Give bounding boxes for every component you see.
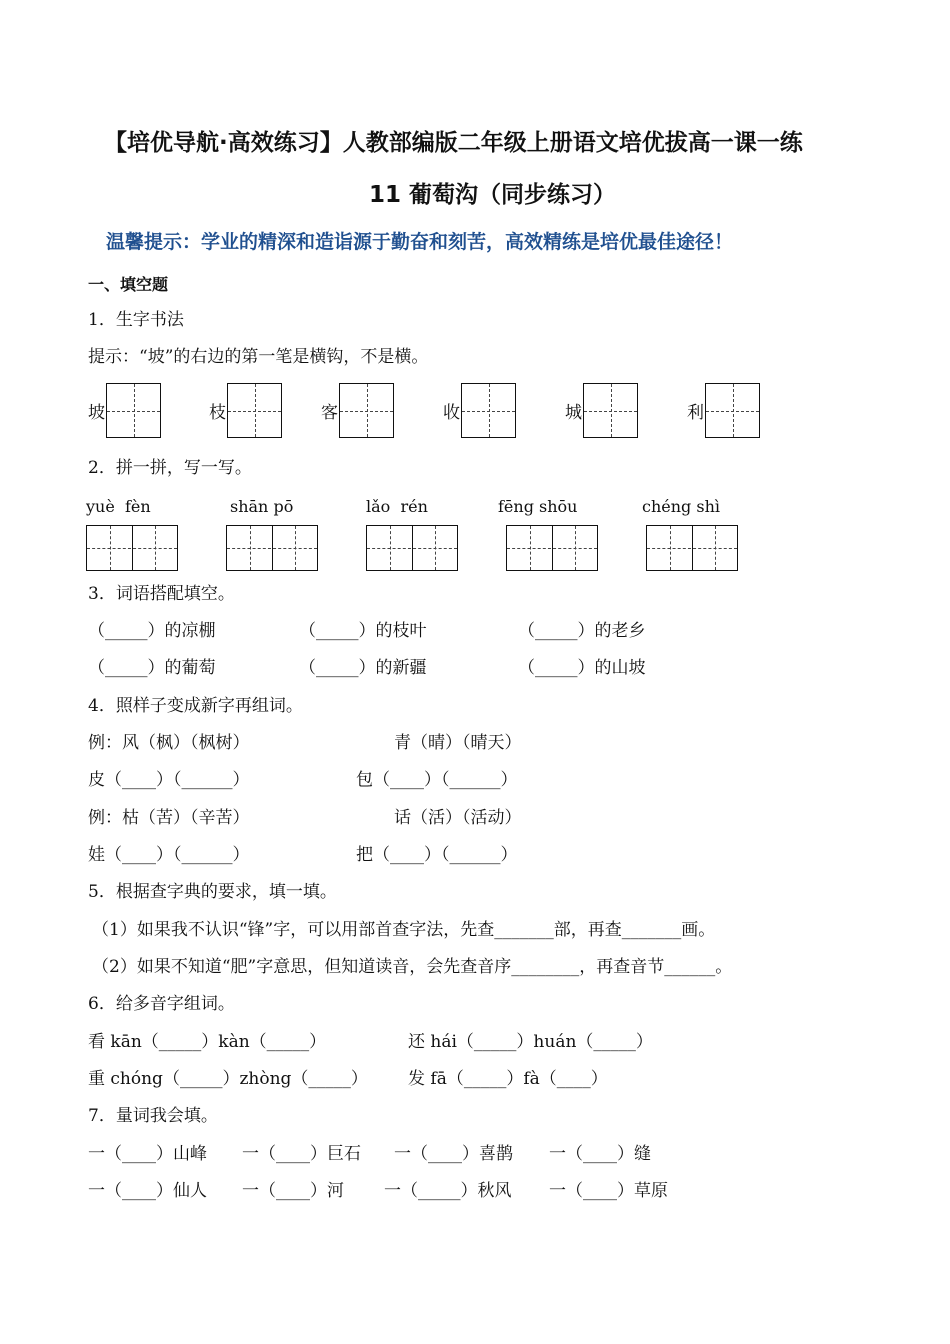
writing-grid[interactable]: [106, 383, 161, 438]
char-label: 坡: [88, 403, 105, 423]
fill-blank-item[interactable]: 娃（____）（______）: [88, 845, 250, 865]
writing-grid[interactable]: [461, 383, 516, 438]
fill-blank-item[interactable]: 包（____）（______）: [356, 770, 518, 790]
fill-blank-item[interactable]: 一（____）巨石: [242, 1144, 361, 1164]
char-label: 客: [321, 403, 338, 423]
fill-blank-item[interactable]: 看 kān（_____）kàn（_____）: [88, 1032, 327, 1052]
writing-grid[interactable]: [339, 383, 394, 438]
fill-blank-item[interactable]: 一（____）山峰: [88, 1144, 207, 1164]
fill-blank-item[interactable]: （_____）的枝叶: [299, 621, 427, 641]
writing-grid[interactable]: [583, 383, 638, 438]
fill-blank-item[interactable]: （_____）的山坡: [518, 658, 646, 678]
q2-title: 2．拼一拼，写一写。: [88, 458, 252, 478]
pinyin-label: fēng shōu: [498, 497, 578, 516]
fill-blank-item[interactable]: 把（____）（______）: [356, 845, 518, 865]
pinyin-writing-box[interactable]: [226, 525, 318, 571]
fill-blank-item[interactable]: 一（____）草原: [549, 1181, 668, 1201]
fill-blank-item[interactable]: 还 hái（_____）huán（_____）: [408, 1032, 653, 1052]
pinyin-label: chéng shì: [642, 497, 720, 516]
char-label: 收: [443, 403, 460, 423]
pinyin-writing-box[interactable]: [506, 525, 598, 571]
pinyin-label: shān pō: [230, 497, 294, 516]
q7-title: 7．量词我会填。: [88, 1106, 218, 1126]
fill-blank-item[interactable]: （1）如果我不认识“锋”字，可以用部首查字法，先查_______部，再查_______画。: [92, 920, 716, 940]
example-text: 话（活）（活动）: [394, 808, 522, 828]
pinyin-writing-box[interactable]: [366, 525, 458, 571]
lesson-title: 11 葡萄沟（同步练习）: [369, 182, 617, 208]
fill-blank-item[interactable]: 一（____）缝: [549, 1144, 651, 1164]
fill-blank-item[interactable]: 一（____）喜鹊: [394, 1144, 513, 1164]
pinyin-label: lǎo rén: [366, 497, 428, 516]
fill-blank-item[interactable]: （_____）的葡萄: [88, 658, 216, 678]
pinyin-writing-box[interactable]: [646, 525, 738, 571]
char-label: 利: [687, 403, 704, 423]
fill-blank-item[interactable]: 重 chóng（_____）zhòng（_____）: [88, 1069, 368, 1089]
fill-blank-item[interactable]: 皮（____）（______）: [88, 770, 250, 790]
fill-blank-item[interactable]: 发 fā（_____）fà（____）: [408, 1069, 608, 1089]
fill-blank-item[interactable]: （_____）的老乡: [518, 621, 646, 641]
char-label: 城: [565, 403, 582, 423]
writing-grid[interactable]: [227, 383, 282, 438]
document-title: 【培优导航·高效练习】人教部编版二年级上册语文培优拔高一课一练: [104, 130, 803, 156]
section-heading: 一、填空题: [88, 275, 169, 294]
fill-blank-item[interactable]: （_____）的新疆: [299, 658, 427, 678]
q4-title: 4．照样子变成新字再组词。: [88, 696, 303, 716]
fill-blank-item[interactable]: 一（____）仙人: [88, 1181, 207, 1201]
example-text: 例：风（枫）（枫树）: [88, 733, 250, 753]
fill-blank-item[interactable]: 一（_____）秋风: [384, 1181, 512, 1201]
q1-title: 1．生字书法: [88, 310, 184, 330]
q3-title: 3．词语搭配填空。: [88, 584, 235, 604]
fill-blank-item[interactable]: （2）如果不知道“肥”字意思，但知道读音，会先查音序________，再查音节______。: [92, 957, 733, 977]
fill-blank-item[interactable]: 一（____）河: [242, 1181, 344, 1201]
pinyin-label: yuè fèn: [86, 497, 151, 516]
writing-grid[interactable]: [705, 383, 760, 438]
q1-hint: 提示：“坡”的右边的第一笔是横钩，不是横。: [88, 347, 429, 367]
char-label: 枝: [209, 403, 226, 423]
example-text: 青（晴）（晴天）: [394, 733, 522, 753]
tip-text: 温馨提示：学业的精深和造诣源于勤奋和刻苦，高效精练是培优最佳途径！: [106, 231, 734, 253]
q6-title: 6．给多音字组词。: [88, 994, 235, 1014]
example-text: 例：枯（苦）（辛苦）: [88, 808, 250, 828]
fill-blank-item[interactable]: （_____）的凉棚: [88, 621, 216, 641]
pinyin-writing-box[interactable]: [86, 525, 178, 571]
q5-title: 5．根据查字典的要求，填一填。: [88, 882, 337, 902]
